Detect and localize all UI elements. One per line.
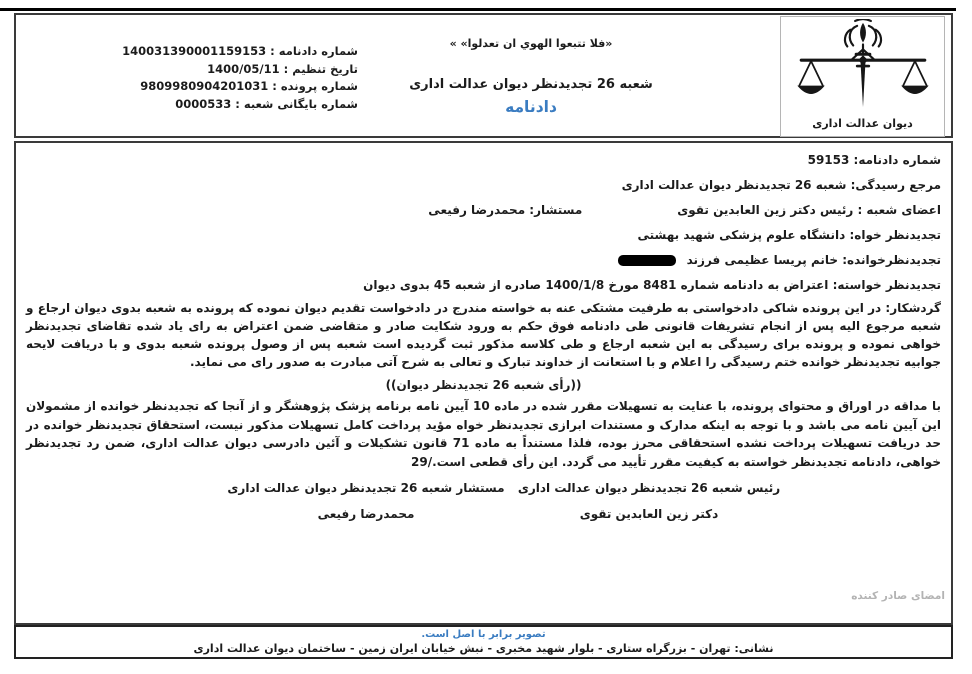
judgment-body bbox=[14, 141, 953, 625]
signature-chief-title: رئیس شعبه 26 تجدیدنظر دیوان عدالت اداری bbox=[517, 481, 781, 495]
document-footer bbox=[14, 625, 953, 659]
meta-judgment-number: شماره دادنامه : 140031390001159153 bbox=[122, 44, 358, 58]
judgment-body-content bbox=[16, 143, 951, 623]
signature-counselor-name: محمدرضا رفیعی bbox=[317, 507, 415, 521]
signature-chief-name: دکتر زین العابدین تقوی bbox=[579, 507, 719, 521]
court-address-line: نشانی: تهران - بزرگراه ستاری - بلوار شهید مخبری - نبش خیابان ایران زمین - ساختمان دیوان عدالت اداری bbox=[193, 642, 774, 655]
signature-counselor bbox=[171, 480, 561, 521]
justice-scales-icon bbox=[781, 19, 944, 117]
certified-copy-line: تصویر برابر با اصل است. bbox=[421, 629, 546, 640]
redaction-bar bbox=[618, 255, 676, 266]
meta-archive-number: شماره بایگانی شعبه : 0000533 bbox=[175, 96, 358, 111]
meta-file-number: شماره پرونده : 9809980904201031 bbox=[140, 79, 358, 93]
ruling-paragraph: با مداقه در اوراق و محتوای پرونده، با عنایت به تسهیلات مقرر شده در ماده 10 آیین نامه برنامه پزشک پژوهشگر و از آنجا که تجدیدنظر خوانده از مشمولان این آیین نامه می باشد و با توجه به اینکه مدارک و مستندات ابرازی تجدیدنظر خواه مؤید پرداخت کامل تسهیلات مذکور نیست، استحقاق تجدیدنظر خوانده در حد دریافت تسهیلات پرداخت نشده استحقاقی محرز بوده، فلذا مستنداً به ماده 71 قانون تشکیلات و آئین دادرسی دیوان عدالت اداری، ضمن رد تجدیدنظر خواهی، دادنامه تجدیدنظر خواسته به کیفیت مقرر تأیید می گردد. این رأی قطعی است./29 bbox=[26, 399, 941, 469]
appellee-text: تجدیدنظرخوانده: خانم پریسا عظیمی فرزند bbox=[686, 253, 941, 267]
ruling-heading: ((رأی شعبه 26 تجدیدنظر دیوان)) bbox=[385, 378, 582, 392]
issuer-signature-note: امضای صادر کننده bbox=[851, 590, 945, 602]
signature-block bbox=[26, 471, 941, 549]
claim-line: تجدیدنظر خواسته: اعتراض به دادنامه شماره 8481 مورخ 1400/1/8 صادره از شعبه 45 بدوی دیوان bbox=[363, 278, 941, 292]
appellant-line: تجدیدنظر خواه: دانشگاه علوم پزشکی شهید بهشتی bbox=[637, 228, 941, 242]
signature-counselor-title: مستشار شعبه 26 تجدیدنظر دیوان عدالت اداری bbox=[227, 481, 505, 495]
meta-issue-date: تاریخ تنظیم : 1400/05/11 bbox=[207, 61, 358, 76]
header-meta-block bbox=[58, 43, 358, 113]
document-type-title: دادنامه bbox=[505, 98, 557, 116]
counselor-label: مستشار: محمدرضا رفیعی bbox=[428, 203, 583, 217]
appellee-line bbox=[26, 248, 941, 273]
case-number-line: شماره دادنامه: 59153 bbox=[807, 153, 941, 167]
document-header bbox=[14, 13, 953, 138]
top-rule bbox=[0, 8, 956, 11]
branch-title: شعبه 26 تجدیدنظر دیوان عدالت اداری bbox=[409, 77, 653, 92]
quran-verse: «فلا تتبعوا الهوي ان تعدلوا» » bbox=[449, 37, 613, 50]
procedure-paragraph: گردشکار: در این پرونده شاکی دادخواستی به طرفیت مشتکی عنه به خواسته مندرج در دادخواست تقدیم دیوان نموده که پرونده به شعبه بدوی دیوان ارجاع و شعبه مرجوع الیه پس از انجام تشریفات قانونی طی دادنامه فوق حکم به ورود شکایت صادر و متقاضی ضمن اعتراض به رای یاد شده تقاضای تجدیدنظر خواهی نموده و پرونده برای رسیدگی به این شعبه ارجاع و طی کلاسه مذکور ثبت گردیده است شعبه پس از وصول پرونده شعبه بدوی و با دریافت لایحه جوابیه تجدیدنظر خوانده ختم رسیدگی را اعلام و با استعانت از خداوند تبارک و تعالی به شرح آتی مبادرت به صدور رای می نماید. bbox=[26, 301, 941, 369]
header-center-block bbox=[376, 27, 686, 116]
authority-line: مرجع رسیدگی: شعبه 26 تجدیدنظر دیوان عدالت اداری bbox=[621, 178, 941, 192]
court-name-caption: دیوان عدالت اداری bbox=[812, 117, 913, 130]
chief-judge-label: اعضای شعبه : رئیس دکتر زین العابدین تقوی bbox=[677, 203, 941, 217]
branch-members-line bbox=[26, 198, 941, 223]
court-logo-box bbox=[780, 16, 945, 137]
